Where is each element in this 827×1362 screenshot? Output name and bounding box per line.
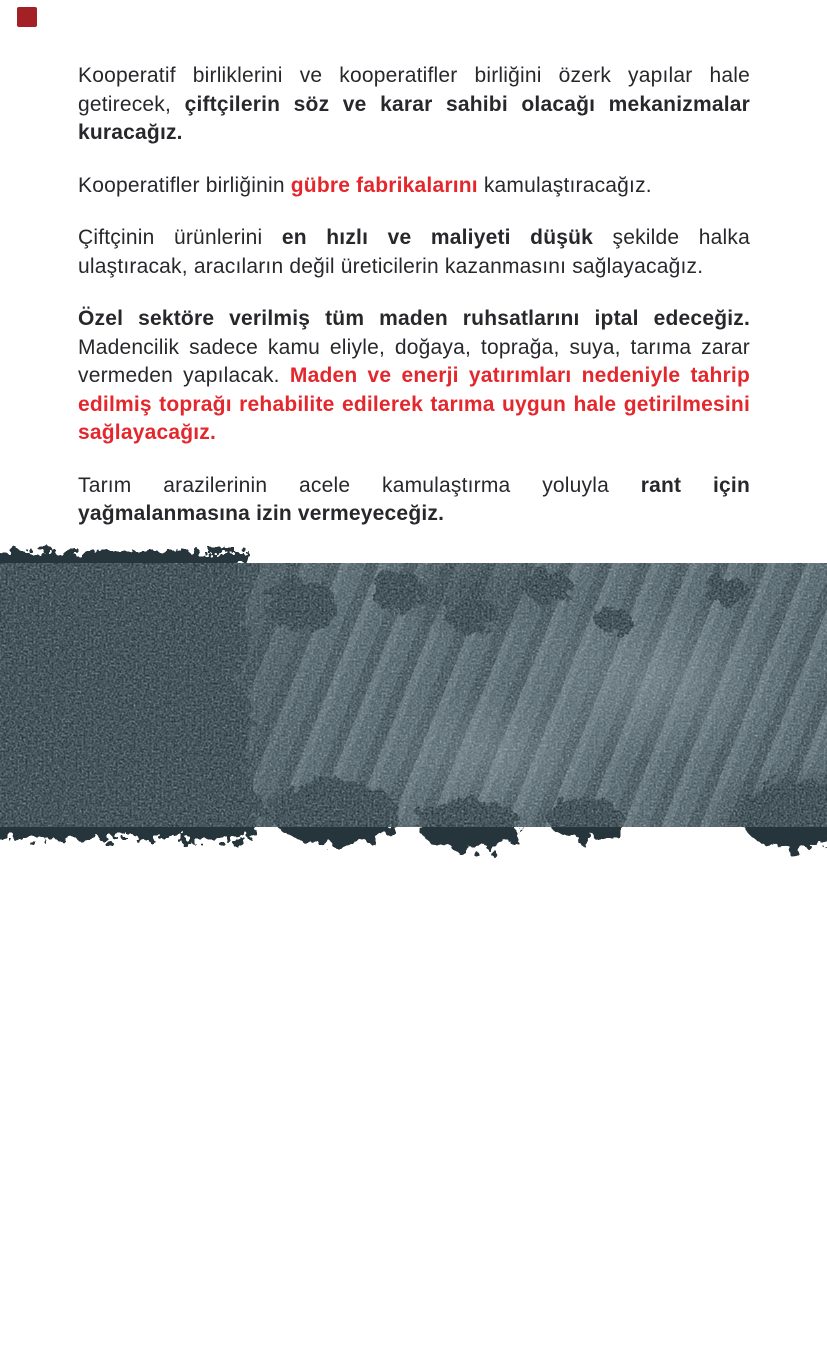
text-run: Maden ve enerji yatırımları nedeniyle tahrip edilmiş toprağı rehabilite edilerek tarıma uygun hale getirilmesini sağlayacağız.	[78, 364, 750, 444]
text-run: Madencilik sadece kamu eliyle, doğaya, toprağa, suya, tarıma zarar vermeden yapılacak.	[78, 335, 750, 387]
paragraph	[78, 472, 750, 529]
hep-logo: HEP	[688, 1332, 744, 1359]
paragraph	[78, 172, 750, 201]
text-run: rant için yağmalanmasına izin vermeyeceğiz.	[78, 473, 750, 525]
aerial-farmland-photo	[0, 563, 827, 1362]
text-run: Kooperatifler birliğinin	[78, 173, 291, 197]
text-run: Tarım arazilerinin acele kamulaştırma yoluyla	[78, 473, 641, 497]
text-run: Çiftçinin ürünlerini	[78, 226, 282, 249]
footer-divider-line	[128, 1343, 648, 1345]
paragraph	[78, 62, 750, 148]
paragraph	[78, 305, 750, 448]
corner-brand-mark	[17, 7, 37, 27]
text-run: Kooperatif birliklerini ve kooperatifler birliğini özerk yapılar hale getirecek,	[78, 64, 750, 116]
paragraph	[78, 224, 750, 281]
photo-texture	[0, 563, 827, 827]
text-run: Özel sektöre verilmiş tüm maden ruhsatlarını iptal edeceğiz.	[78, 307, 750, 330]
text-run: kamulaştıracağız.	[477, 173, 652, 197]
body-text	[78, 62, 750, 529]
text-run: en hızlı ve maliyeti düşük	[281, 226, 594, 249]
page-number: 22	[74, 1330, 109, 1362]
text-run: gübre fabrikalarını	[290, 173, 478, 197]
text-run: şekilde halka ulaştıracak, aracıların değil üreticilerin kazanmasını sağlayacağız.	[78, 226, 751, 278]
text-run: çiftçilerin söz ve karar sahibi olacağı mekanizmalar kuracağız.	[78, 92, 750, 144]
